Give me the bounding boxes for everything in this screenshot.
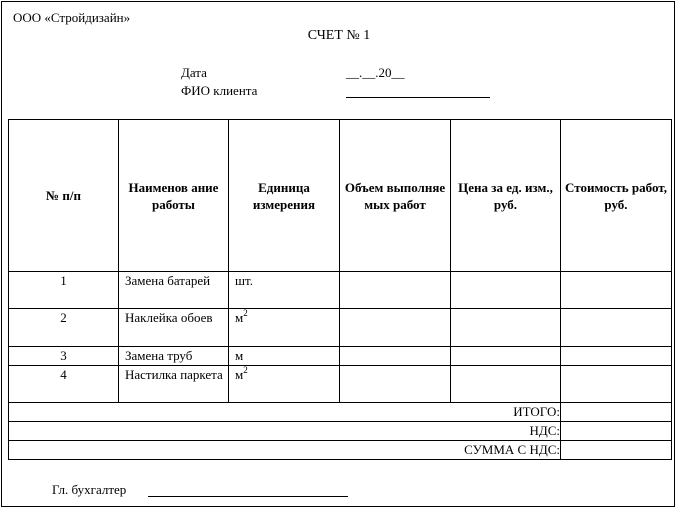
column-header-unit-price: Цена за ед. изм., руб.: [451, 120, 561, 272]
row-volume-cell: [340, 272, 451, 309]
row-unit: [229, 272, 340, 309]
date-value: __.__.20__: [346, 65, 405, 80]
row-unit: [229, 366, 340, 403]
table-header-row: [9, 120, 672, 272]
total-with-vat-value-cell: [561, 441, 672, 460]
row-number: 1: [9, 272, 119, 309]
row-unit-text: м: [235, 367, 244, 382]
row-number: 4: [9, 366, 119, 403]
row-volume-cell: [340, 309, 451, 347]
row-work-name: Наклейка обоев: [119, 309, 229, 347]
client-label: ФИО клиента: [181, 83, 258, 98]
total-with-vat-row: [9, 441, 672, 460]
row-work-name: Замена батарей: [119, 272, 229, 309]
row-unit-superscript: 2: [243, 308, 248, 318]
row-unit: [229, 347, 340, 366]
row-unit: [229, 309, 340, 347]
row-cost-cell: [561, 366, 672, 403]
column-header-number: № п/п: [9, 120, 119, 272]
row-price-cell: [451, 347, 561, 366]
vat-value-cell: [561, 422, 672, 441]
document-title: СЧЕТ № 1: [307, 28, 371, 43]
row-price-cell: [451, 366, 561, 403]
chief-accountant-label: Гл. бухгалтер: [52, 482, 127, 497]
row-work-name: Замена труб: [119, 347, 229, 366]
total-row: [9, 403, 672, 422]
row-number: 3: [9, 347, 119, 366]
table-row: [9, 366, 672, 403]
vat-row: [9, 422, 672, 441]
row-unit-text: шт.: [235, 273, 253, 288]
column-header-work-name: Наименов ание работы: [119, 120, 229, 272]
company-name: ООО «Стройдизайн»: [13, 10, 131, 25]
row-price-cell: [451, 309, 561, 347]
row-unit-text: м: [235, 348, 244, 363]
column-header-cost: Стоимость работ, руб.: [561, 120, 672, 272]
table-row: [9, 347, 672, 366]
vat-label: НДС:: [9, 422, 561, 441]
date-label: Дата: [181, 65, 207, 80]
table-row: [9, 272, 672, 309]
row-cost-cell: [561, 272, 672, 309]
client-name-line: [346, 97, 490, 98]
column-header-unit: Единица измерения: [229, 120, 340, 272]
row-number: 2: [9, 309, 119, 347]
total-value-cell: [561, 403, 672, 422]
row-unit-superscript: 2: [243, 365, 248, 375]
total-with-vat-label: СУММА С НДС:: [9, 441, 561, 460]
row-work-name: Настилка паркета: [119, 366, 229, 403]
row-unit-text: м: [235, 310, 244, 325]
table-row: [9, 309, 672, 347]
row-volume-cell: [340, 347, 451, 366]
row-cost-cell: [561, 309, 672, 347]
invoice-table: [8, 119, 672, 460]
row-cost-cell: [561, 347, 672, 366]
chief-accountant-signature-line: [148, 496, 348, 497]
total-label: ИТОГО:: [9, 403, 561, 422]
row-volume-cell: [340, 366, 451, 403]
column-header-volume: Объем выполняе мых работ: [340, 120, 451, 272]
row-price-cell: [451, 272, 561, 309]
